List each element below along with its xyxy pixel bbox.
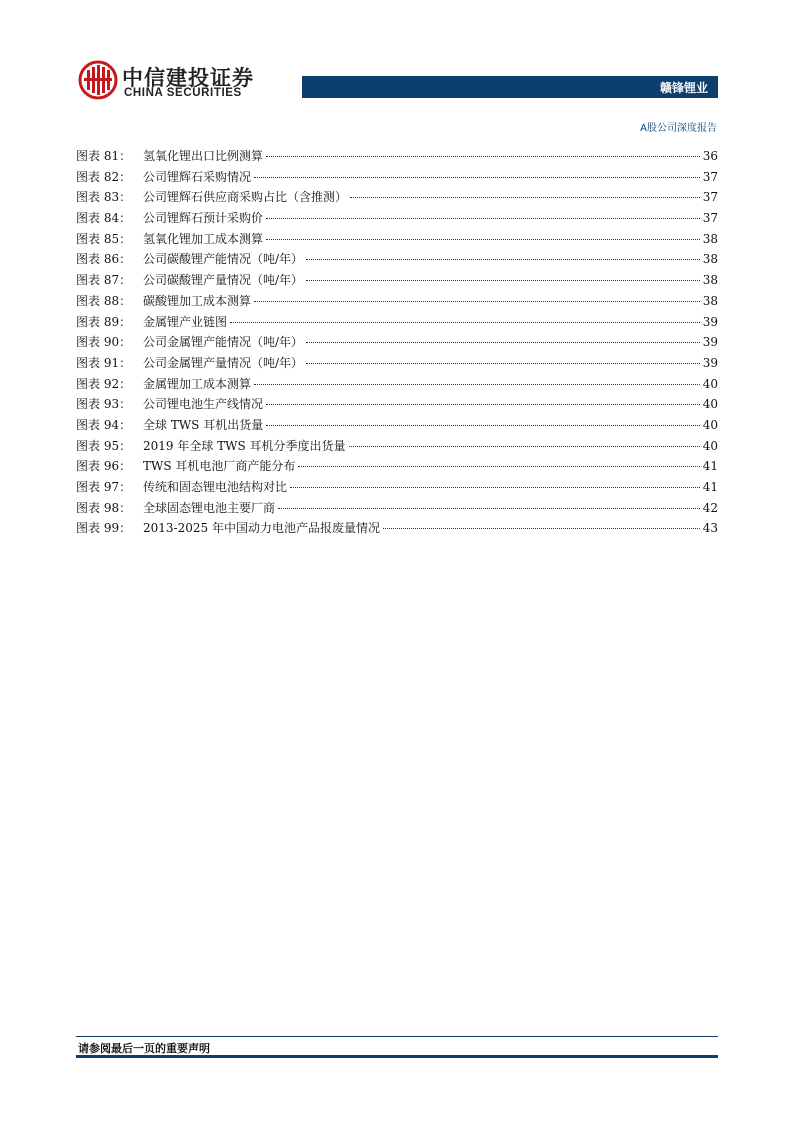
toc-entry-number: 图表 87： — [76, 273, 132, 288]
toc-entry-number: 图表 97： — [76, 480, 132, 494]
toc-leader-dots — [254, 384, 700, 385]
logo-chinese-name: 中信建投证券 — [122, 66, 254, 90]
toc-entry-number: 图表 99： — [76, 521, 132, 536]
toc-entry-number: 图表 91： — [76, 355, 132, 370]
toc-entry[interactable] — [76, 167, 718, 188]
toc-entry-title: TWS 耳机电池厂商产能分布 — [143, 459, 296, 474]
toc-entry-title: 氢氧化锂加工成本测算 — [143, 231, 264, 246]
toc-leader-dots — [266, 218, 700, 219]
header-bar — [302, 76, 718, 98]
toc-entry-page: 38 — [702, 273, 718, 288]
toc-leader-dots — [306, 280, 700, 281]
toc-entry-title: 公司碳酸锂产量情况（吨/年） — [143, 273, 304, 288]
toc-entry-page: 39 — [702, 355, 718, 370]
toc-entry[interactable] — [76, 146, 718, 167]
toc-entry-page: 38 — [702, 252, 718, 267]
toc-entry-page: 40 — [702, 438, 718, 453]
toc-entry-number: 图表 81： — [76, 149, 132, 163]
toc-entry-number: 图表 84： — [76, 211, 132, 226]
toc-entry-number: 图表 96： — [76, 459, 132, 474]
toc-entry-page: 39 — [702, 335, 718, 350]
toc-entry-page: 40 — [702, 397, 718, 412]
toc-entry-number: 图表 86： — [76, 252, 132, 267]
toc-entry-title: 公司金属锂产量情况（吨/年） — [143, 355, 304, 370]
toc-leader-dots — [254, 177, 700, 178]
report-type: A股公司深度报告 — [640, 123, 717, 134]
toc-entry-number: 图表 94： — [76, 417, 132, 432]
toc-entry-page: 41 — [702, 480, 718, 494]
toc-entry[interactable] — [76, 518, 718, 539]
footer-disclaimer: 请参阅最后一页的重要声明 — [78, 1042, 210, 1055]
toc-entry-title: 公司锂辉石预计采购价 — [143, 211, 264, 226]
toc-entry[interactable] — [76, 208, 718, 229]
company-logo — [78, 60, 258, 104]
toc-leader-dots — [266, 404, 700, 405]
toc-entry-number: 图表 93： — [76, 397, 132, 412]
toc-entry-page: 38 — [702, 293, 718, 308]
toc-entry[interactable] — [76, 187, 718, 208]
toc-entry-title: 公司锂辉石供应商采购占比（含推测） — [143, 190, 348, 205]
toc-entry[interactable] — [76, 291, 718, 312]
toc-leader-dots — [290, 487, 700, 488]
toc-entry-title: 全球 TWS 耳机出货量 — [143, 417, 264, 432]
footer-divider — [76, 1036, 718, 1037]
toc-entry-number: 图表 82： — [76, 169, 132, 184]
toc-entry[interactable] — [76, 498, 718, 519]
toc-entry-page: 41 — [702, 459, 718, 474]
toc-entry-number: 图表 85： — [76, 231, 132, 246]
toc-entry[interactable] — [76, 270, 718, 291]
toc-entry[interactable] — [76, 249, 718, 270]
toc-entry-title: 碳酸锂加工成本测算 — [143, 293, 252, 308]
toc-entry-title: 全球固态锂电池主要厂商 — [143, 500, 276, 515]
toc-leader-dots — [306, 363, 700, 364]
toc-leader-dots — [254, 301, 700, 302]
toc-leader-dots — [383, 528, 700, 529]
toc-leader-dots — [349, 446, 700, 447]
toc-entry-page: 40 — [702, 376, 718, 391]
toc-entry[interactable] — [76, 415, 718, 436]
chart-index-list — [76, 146, 718, 539]
toc-leader-dots — [266, 239, 700, 240]
toc-entry-title: 公司金属锂产能情况（吨/年） — [143, 335, 304, 350]
toc-entry-number: 图表 89： — [76, 314, 132, 329]
toc-entry[interactable] — [76, 436, 718, 457]
toc-leader-dots — [230, 322, 700, 323]
toc-leader-dots — [298, 466, 699, 467]
toc-entry-page: 36 — [702, 149, 718, 163]
toc-entry[interactable] — [76, 332, 718, 353]
toc-entry-title: 公司锂电池生产线情况 — [143, 397, 264, 412]
logo-english-name: CHINA SECURITIES — [124, 87, 242, 99]
company-title: 赣锋锂业 — [659, 81, 708, 95]
toc-entry-number: 图表 92： — [76, 376, 132, 391]
footer-divider-thick — [76, 1055, 718, 1058]
toc-entry-number: 图表 88： — [76, 293, 132, 308]
toc-entry-title: 2019 年全球 TWS 耳机分季度出货量 — [143, 438, 346, 453]
toc-entry-title: 氢氧化锂出口比例测算 — [143, 149, 264, 163]
toc-entry[interactable] — [76, 394, 718, 415]
toc-entry-page: 39 — [702, 314, 718, 329]
toc-entry[interactable] — [76, 456, 718, 477]
toc-entry-title: 金属锂加工成本测算 — [143, 376, 252, 391]
toc-entry-number: 图表 98： — [76, 500, 132, 515]
toc-entry-page: 40 — [702, 417, 718, 432]
toc-leader-dots — [306, 342, 700, 343]
toc-leader-dots — [266, 425, 700, 426]
toc-entry-page: 42 — [702, 500, 718, 515]
toc-entry[interactable] — [76, 374, 718, 395]
toc-entry-title: 2013-2025 年中国动力电池产品报废量情况 — [143, 521, 380, 536]
toc-entry-title: 公司锂辉石采购情况 — [143, 169, 252, 184]
toc-entry-title: 传统和固态锂电池结构对比 — [143, 480, 288, 494]
toc-entry-page: 37 — [702, 169, 718, 184]
toc-entry[interactable] — [76, 477, 718, 498]
toc-entry-page: 43 — [702, 521, 718, 536]
toc-entry-number: 图表 95： — [76, 438, 132, 453]
toc-entry[interactable] — [76, 229, 718, 250]
toc-entry-title: 金属锂产业链图 — [143, 314, 228, 329]
toc-entry-page: 37 — [702, 211, 718, 226]
toc-leader-dots — [266, 156, 700, 157]
toc-leader-dots — [350, 197, 700, 198]
toc-entry-page: 37 — [702, 190, 718, 205]
toc-leader-dots — [278, 508, 700, 509]
toc-leader-dots — [306, 259, 700, 260]
china-securities-emblem-icon — [78, 60, 118, 100]
toc-entry-number: 图表 83： — [76, 190, 132, 205]
toc-entry-page: 38 — [702, 231, 718, 246]
toc-entry-number: 图表 90： — [76, 335, 132, 350]
toc-entry[interactable] — [76, 312, 718, 333]
toc-entry-title: 公司碳酸锂产能情况（吨/年） — [143, 252, 304, 267]
toc-entry[interactable] — [76, 353, 718, 374]
